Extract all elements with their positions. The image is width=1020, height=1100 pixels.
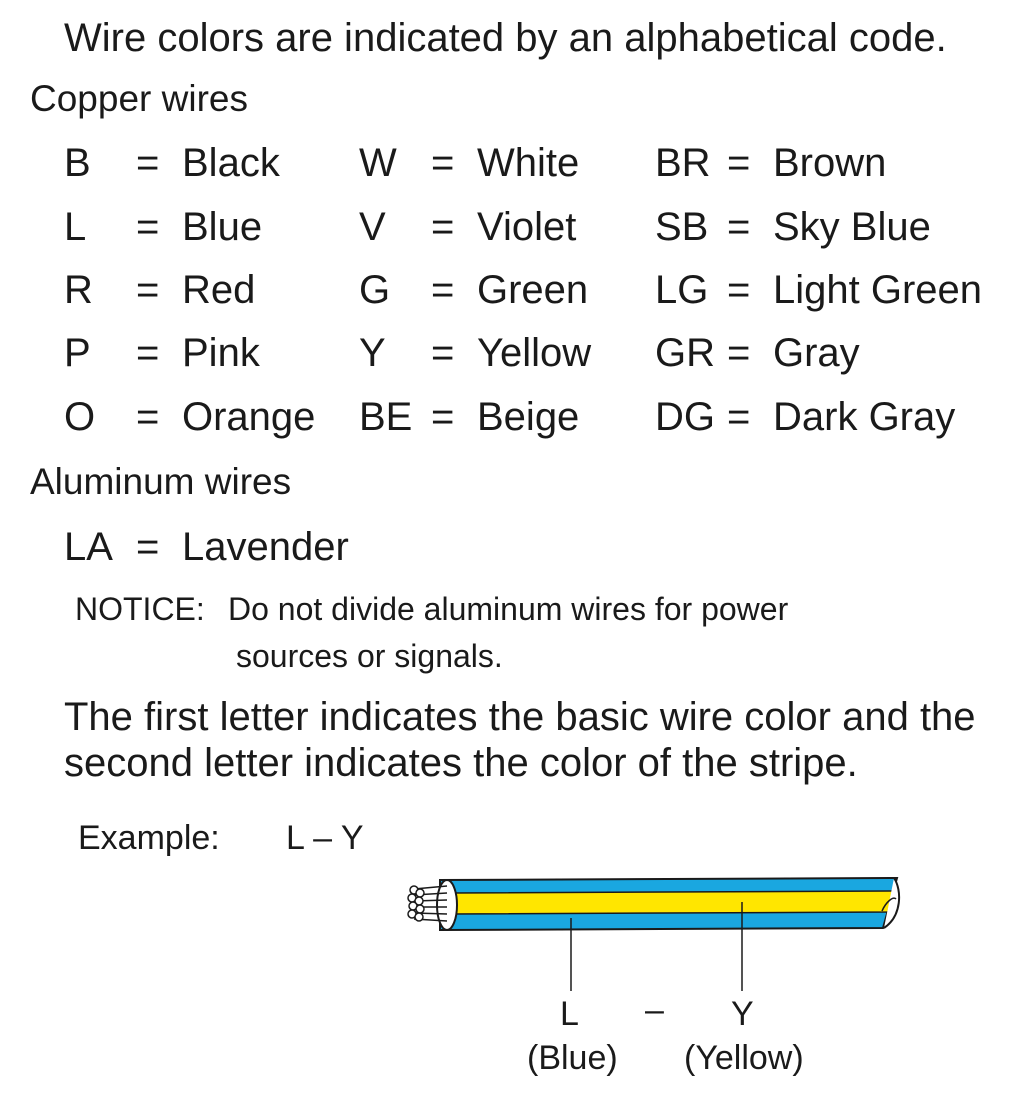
copper-equals: = (727, 331, 751, 375)
copper-color-name: Pink (182, 331, 260, 375)
copper-color-name: Light Green (773, 268, 983, 312)
copper-color-name: Dark Gray (773, 395, 956, 439)
copper-color-name: Gray (773, 331, 860, 375)
example-code: L – Y (286, 819, 364, 857)
copper-equals: = (431, 205, 455, 249)
copper-code: Y (359, 331, 386, 375)
copper-code: V (359, 205, 386, 249)
copper-color-name: Brown (773, 141, 887, 185)
copper-equals: = (136, 141, 160, 185)
copper-code: B (64, 141, 91, 185)
copper-code: DG (655, 395, 715, 439)
notice-label: NOTICE: (75, 591, 205, 627)
copper-equals: = (727, 205, 751, 249)
copper-code: O (64, 395, 96, 439)
copper-code: P (64, 331, 91, 375)
copper-code: BR (655, 141, 711, 185)
copper-equals: = (727, 395, 751, 439)
aluminum-code: LA (64, 525, 113, 569)
aluminum-heading: Aluminum wires (30, 461, 292, 502)
wire-body (437, 878, 899, 930)
copper-equals: = (431, 141, 455, 185)
copper-code: SB (655, 205, 709, 249)
wire-insulation-cut (437, 880, 457, 930)
explanation-line-1: The first letter indicates the basic wire color and the (64, 695, 976, 739)
base-letter-label: L (560, 995, 579, 1033)
example-dash: – (645, 991, 664, 1029)
copper-code: G (359, 268, 391, 312)
wire-yellow-stripe (452, 891, 893, 914)
notice-line-1: Do not divide aluminum wires for power (228, 591, 789, 627)
copper-code: W (359, 141, 397, 185)
example-label: Example: (78, 819, 220, 857)
copper-code: LG (655, 268, 709, 312)
stripe-color-name-label: (Yellow) (684, 1039, 804, 1077)
intro-text: Wire colors are indicated by an alphabetical code. (64, 16, 947, 60)
copper-color-name: Beige (477, 395, 580, 439)
copper-color-name: Sky Blue (773, 205, 931, 249)
copper-equals: = (431, 268, 455, 312)
copper-code: BE (359, 395, 413, 439)
copper-equals: = (136, 395, 160, 439)
copper-color-name: Yellow (477, 331, 592, 375)
copper-equals: = (727, 141, 751, 185)
aluminum-color-name: Lavender (182, 525, 349, 569)
copper-code: GR (655, 331, 715, 375)
notice-line-2: sources or signals. (236, 638, 503, 674)
copper-equals: = (136, 268, 160, 312)
copper-code: L (64, 205, 87, 249)
copper-equals: = (727, 268, 751, 312)
copper-equals: = (431, 395, 455, 439)
copper-color-name: Red (182, 268, 256, 312)
explanation-line-2: second letter indicates the color of the stripe. (64, 741, 858, 785)
copper-color-name: Blue (182, 205, 263, 249)
copper-equals: = (136, 331, 160, 375)
copper-equals: = (136, 205, 160, 249)
copper-code: R (64, 268, 93, 312)
copper-equals: = (431, 331, 455, 375)
base-color-name-label: (Blue) (527, 1039, 618, 1077)
copper-color-name: Violet (477, 205, 577, 249)
stripe-letter-label: Y (731, 995, 754, 1033)
copper-color-name: Black (182, 141, 280, 185)
copper-color-name: Green (477, 268, 589, 312)
copper-color-name: White (477, 141, 580, 185)
copper-heading: Copper wires (30, 78, 248, 119)
aluminum-equals: = (136, 525, 160, 569)
copper-color-name: Orange (182, 395, 316, 439)
